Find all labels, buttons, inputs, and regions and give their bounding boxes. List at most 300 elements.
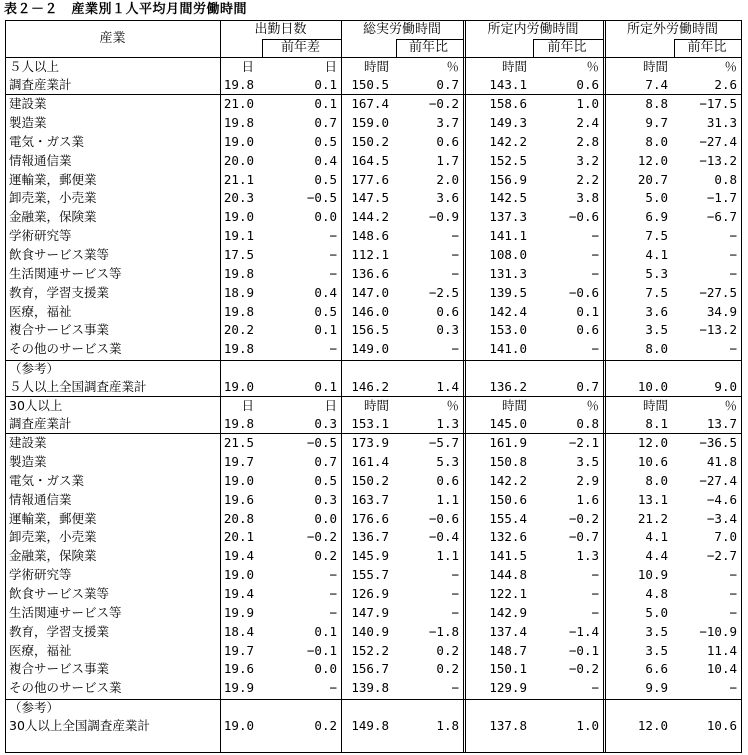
table-row-col3: 1.1	[436, 548, 459, 564]
table-row-col3: 1.1	[436, 491, 459, 507]
table-row-col0: 19.4	[223, 548, 254, 564]
table-row-col2: 156.5	[351, 322, 389, 338]
table-row-col1: 0.7	[314, 115, 337, 131]
reference-row-col4: 137.8	[489, 717, 527, 733]
section-title: 30人以上	[9, 398, 63, 413]
table-row-col5: −0.6	[568, 284, 599, 300]
table-row-col5: 3.5	[576, 454, 599, 470]
header-days: 出勤日数	[254, 22, 307, 37]
table-row-col4: 139.5	[489, 284, 527, 300]
table-row-col0: 19.8	[223, 115, 254, 131]
table-border-left	[5, 20, 6, 753]
table-row-col4: 155.4	[489, 510, 527, 526]
total-row-col0: 19.8	[223, 415, 254, 431]
header-diff_prev_year: 前年差	[280, 40, 320, 55]
table-row-col6: 7.5	[645, 284, 668, 300]
table-row-col4: 141.0	[489, 341, 527, 357]
table-row-col6: 3.5	[645, 322, 668, 338]
table-row-col0: 19.4	[223, 586, 254, 601]
table-row-col2: 136.6	[351, 265, 389, 281]
table-row-label: 建設業	[9, 435, 47, 451]
table-row-col3: 0.6	[436, 133, 459, 149]
unit-label: 時間	[363, 398, 389, 413]
table-row-col3: −	[451, 680, 459, 696]
table-title: 表２－２ 産業別１人平均月間労働時間	[4, 2, 248, 17]
total-row-col3: 1.3	[436, 415, 459, 431]
table-row-col1: −0.1	[306, 642, 337, 658]
table-row-col1: −	[329, 604, 337, 620]
unit-label: 時間	[363, 59, 389, 74]
table-row-col0: 19.7	[223, 454, 254, 470]
table-row-col4: 129.9	[489, 680, 527, 696]
table-row-col2: 148.6	[351, 228, 389, 244]
table-row-col6: 9.7	[645, 115, 668, 131]
column-divider	[463, 20, 464, 753]
reference-row-col0: 19.0	[223, 717, 254, 733]
table-row-col7: −	[729, 265, 737, 281]
table-row-col1: 0.5	[314, 133, 337, 149]
table-row-col7: −	[729, 341, 737, 357]
table-row-col5: 0.1	[576, 303, 599, 319]
table-row-col6: 3.5	[645, 623, 668, 639]
unit-label: 時間	[501, 59, 527, 74]
table-row-col5: 1.6	[576, 491, 599, 507]
table-row-col3: −5.7	[428, 435, 459, 451]
unit-label: 時間	[501, 398, 527, 413]
table-row-label: 教育，学習支援業	[9, 284, 110, 300]
table-row-col4: 142.9	[489, 604, 527, 620]
table-row-col3: −	[451, 567, 459, 583]
table-row-col1: 0.0	[314, 510, 337, 526]
table-row-col1: −0.5	[306, 435, 337, 451]
reference-row-col7: 10.6	[706, 717, 737, 733]
table-row-col3: 0.6	[436, 472, 459, 488]
table-row-col0: 19.6	[223, 661, 254, 677]
total-row-col0: 19.8	[223, 76, 254, 92]
total-row-col4: 145.0	[489, 415, 527, 431]
reference-note: （参考）	[9, 699, 60, 715]
table-row-col3: 0.3	[436, 322, 459, 338]
header-total_hours: 総実労働時間	[362, 22, 441, 37]
table-row-label: 複合サービス事業	[9, 661, 110, 677]
table-row-col7: −4.6	[706, 491, 737, 507]
table-row-col7: 41.8	[706, 454, 737, 470]
table-row-col1: 0.0	[314, 661, 337, 677]
total-row-col4: 143.1	[489, 76, 527, 92]
total-row-col6: 8.1	[645, 415, 668, 431]
table-row-col2: 150.2	[351, 133, 389, 149]
unit-label: ％	[586, 398, 599, 413]
table-row-col4: 161.9	[489, 435, 527, 451]
reference-row-col3: 1.8	[436, 717, 459, 733]
table-row-col3: −	[451, 265, 459, 281]
table-row-col6: 21.2	[637, 510, 668, 526]
table-row-col0: 17.5	[223, 247, 254, 262]
table-row-col6: 5.3	[645, 265, 668, 281]
table-row-col6: 10.6	[637, 454, 668, 470]
total-row-col3: 0.7	[436, 76, 459, 92]
table-row-col6: 12.0	[637, 435, 668, 451]
table-row-col5: 2.2	[576, 171, 599, 187]
table-row-col7: −	[729, 586, 737, 601]
table-row-col7: −27.4	[699, 472, 737, 488]
table-row-label: 学術研究等	[9, 228, 72, 244]
table-row-col0: 19.0	[223, 472, 254, 488]
table-row-label: 運輸業，郵便業	[9, 171, 97, 187]
table-row-col2: 152.2	[351, 642, 389, 658]
reference-row-col2: 149.8	[351, 717, 389, 733]
table-row-col0: 20.1	[223, 529, 254, 545]
table-row-col2: 112.1	[351, 247, 389, 262]
table-row-col1: −0.2	[306, 529, 337, 545]
table-row-col0: 19.6	[223, 491, 254, 507]
table-row-col7: −1.7	[706, 190, 737, 206]
reference-row-col5: 1.0	[576, 717, 599, 733]
table-row-label: 教育，学習支援業	[9, 623, 110, 639]
table-row-label: 複合サービス事業	[9, 322, 110, 338]
table-row-col1: −	[329, 247, 337, 262]
table-row-col1: −	[329, 586, 337, 601]
reference-row-col1: 0.2	[314, 717, 337, 733]
reference-row-col3: 1.4	[436, 378, 459, 394]
table-row-label: 電気・ガス業	[9, 133, 85, 149]
table-row-col0: 21.1	[223, 171, 254, 187]
table-row-col5: 3.2	[576, 152, 599, 168]
table-row-col2: 167.4	[351, 96, 389, 112]
table-row-col1: 0.5	[314, 171, 337, 187]
table-row-col7: −	[729, 247, 737, 262]
table-row-col2: 155.7	[351, 567, 389, 583]
table-row-col0: 19.0	[223, 567, 254, 583]
table-row-col3: 2.0	[436, 171, 459, 187]
reference-row-col7: 9.0	[714, 378, 737, 394]
table-row-col4: 150.8	[489, 454, 527, 470]
table-row-col2: 126.9	[351, 586, 389, 601]
table-row-col0: 19.7	[223, 642, 254, 658]
table-row-col6: 10.9	[637, 567, 668, 583]
unit-label: 日	[241, 398, 254, 413]
table-row-col6: 9.9	[645, 680, 668, 696]
table-row-label: 金融業，保険業	[9, 209, 97, 225]
table-row-col4: 122.1	[489, 586, 527, 601]
table-row-col0: 19.8	[223, 341, 254, 357]
table-row-col3: 0.2	[436, 661, 459, 677]
table-row-col5: 2.9	[576, 472, 599, 488]
table-row-col2: 149.0	[351, 341, 389, 357]
unit-label: 時間	[642, 398, 668, 413]
table-row-col0: 19.0	[223, 133, 254, 149]
table-row-col1: 0.2	[314, 548, 337, 564]
table-row-col2: 140.9	[351, 623, 389, 639]
table-row-col3: −	[451, 247, 459, 262]
table-row-col5: −	[591, 265, 599, 281]
table-row-col6: 7.5	[645, 228, 668, 244]
reference-row-col0: 19.0	[223, 378, 254, 394]
table-row-col1: 0.4	[314, 152, 337, 168]
table-row-col6: 6.9	[645, 209, 668, 225]
table-row-col6: 3.5	[645, 642, 668, 658]
table-row-col6: 8.8	[645, 96, 668, 112]
table-row-col2: 147.9	[351, 604, 389, 620]
table-row-label: 生活関連サービス等	[9, 604, 122, 620]
table-row-col6: 20.7	[637, 171, 668, 187]
table-row-col3: 0.6	[436, 303, 459, 319]
table-row-col4: 150.6	[489, 491, 527, 507]
table-row-col7: −27.4	[699, 133, 737, 149]
table-row-col1: −	[329, 341, 337, 357]
table-row-col0: 19.1	[223, 228, 254, 244]
table-row-col2: 147.0	[351, 284, 389, 300]
table-row-col6: 13.1	[637, 491, 668, 507]
table-row-col4: 137.4	[489, 623, 527, 639]
table-row-col1: −	[329, 680, 337, 696]
table-row-col5: −	[591, 341, 599, 357]
table-row-col1: 0.5	[314, 303, 337, 319]
table-row-col0: 19.9	[223, 680, 254, 696]
table-row-col2: 156.7	[351, 661, 389, 677]
table-row-col3: −0.2	[428, 96, 459, 112]
table-row-col7: −13.2	[699, 322, 737, 338]
table-row-col7: −17.5	[699, 96, 737, 112]
table-row-col0: 21.5	[223, 435, 254, 451]
table-row-col4: 142.4	[489, 303, 527, 319]
table-row-col0: 21.0	[223, 96, 254, 112]
table-row-label: その他のサービス業	[9, 341, 122, 357]
table-row-col1: 0.3	[314, 491, 337, 507]
table-row-col2: 164.5	[351, 152, 389, 168]
table-row-col7: −3.4	[706, 510, 737, 526]
table-row-col0: 19.9	[223, 604, 254, 620]
table-row-col3: 0.2	[436, 642, 459, 658]
table-row-col6: 5.0	[645, 190, 668, 206]
working-hours-table	[5, 20, 742, 753]
unit-label: ％	[724, 59, 737, 74]
table-row-col7: −	[729, 228, 737, 244]
table-row-col5: −0.2	[568, 661, 599, 677]
unit-label: 時間	[642, 59, 668, 74]
table-border-bottom	[5, 752, 742, 753]
table-row-col7: 7.0	[714, 529, 737, 545]
table-row-col5: 3.8	[576, 190, 599, 206]
table-row-col2: 159.0	[351, 115, 389, 131]
table-row-label: 卸売業，小売業	[9, 529, 97, 545]
table-row-col3: −0.9	[428, 209, 459, 225]
table-row-label: 卸売業，小売業	[9, 190, 97, 206]
table-row-col5: 0.6	[576, 322, 599, 338]
table-row-col5: 1.0	[576, 96, 599, 112]
table-row-col4: 153.0	[489, 322, 527, 338]
table-row-col4: 150.1	[489, 661, 527, 677]
table-row-col6: 8.0	[645, 341, 668, 357]
table-row-col0: 18.9	[223, 284, 254, 300]
total-row-col1: 0.1	[314, 76, 337, 92]
table-row-label: 医療，福祉	[9, 642, 72, 658]
reference-row-col6: 12.0	[637, 717, 668, 733]
table-row-col2: 177.6	[351, 171, 389, 187]
table-row-col2: 139.8	[351, 680, 389, 696]
table-row-col7: −13.2	[699, 152, 737, 168]
table-row-col0: 20.3	[223, 190, 254, 206]
table-row-label: 電気・ガス業	[9, 472, 85, 488]
table-row-col6: 4.8	[645, 586, 668, 601]
total-row-col7: 13.7	[706, 415, 737, 431]
table-row-col6: 8.0	[645, 133, 668, 149]
table-row-col2: 173.9	[351, 435, 389, 451]
table-row-col5: −	[591, 586, 599, 601]
table-row-col7: −	[729, 567, 737, 583]
table-row-col5: −2.1	[568, 435, 599, 451]
table-row-col4: 132.6	[489, 529, 527, 545]
unit-label: 日	[241, 59, 254, 74]
header-overtime_hours: 所定外労働時間	[626, 22, 718, 37]
table-row-col6: 8.0	[645, 472, 668, 488]
table-row-col7: −27.5	[699, 284, 737, 300]
table-row-label: 生活関連サービス等	[9, 265, 122, 281]
table-row-col7: 0.8	[714, 171, 737, 187]
table-row-col3: −0.4	[428, 529, 459, 545]
table-row-col1: −0.5	[306, 190, 337, 206]
table-row-label: 金融業，保険業	[9, 548, 97, 564]
reference-row-col4: 136.2	[489, 378, 527, 394]
total-row-label: 調査産業計	[9, 76, 72, 92]
table-row-col3: −1.8	[428, 623, 459, 639]
table-row-col1: 0.4	[314, 284, 337, 300]
table-row-col2: 146.0	[351, 303, 389, 319]
table-row-label: 情報通信業	[9, 491, 72, 507]
table-row-col5: −0.2	[568, 510, 599, 526]
table-row-col4: 142.5	[489, 190, 527, 206]
table-row-col3: −	[451, 341, 459, 357]
table-row-col1: 0.1	[314, 623, 337, 639]
table-row-col4: 108.0	[489, 247, 527, 262]
table-row-col3: −2.5	[428, 284, 459, 300]
total-row-col5: 0.6	[576, 76, 599, 92]
table-row-col1: −	[329, 228, 337, 244]
table-row-col7: −10.9	[699, 623, 737, 639]
header-ratio_prev_year: 前年比	[687, 40, 727, 55]
table-row-col5: −	[591, 604, 599, 620]
total-row-col1: 0.3	[314, 415, 337, 431]
table-row-col7: −2.7	[706, 548, 737, 564]
table-row-col2: 161.4	[351, 454, 389, 470]
table-row-col2: 136.7	[351, 529, 389, 545]
table-row-col1: −	[329, 567, 337, 583]
table-row-col3: 3.7	[436, 115, 459, 131]
table-row-col1: 0.1	[314, 96, 337, 112]
table-row-col3: 1.7	[436, 152, 459, 168]
table-row-col4: 158.6	[489, 96, 527, 112]
table-row-col4: 142.2	[489, 133, 527, 149]
table-row-col0: 19.8	[223, 303, 254, 319]
table-row-col6: 4.1	[645, 529, 668, 545]
table-row-col0: 19.8	[223, 265, 254, 281]
table-border-right	[741, 20, 742, 753]
table-row-col3: −	[451, 604, 459, 620]
table-row-label: その他のサービス業	[9, 680, 122, 696]
unit-label: ％	[724, 398, 737, 413]
table-row-col4: 156.9	[489, 171, 527, 187]
table-row-col7: −	[729, 680, 737, 696]
table-row-label: 製造業	[9, 454, 47, 470]
reference-row-col6: 10.0	[637, 378, 668, 394]
table-row-col3: 5.3	[436, 454, 459, 470]
table-row-col6: 3.6	[645, 303, 668, 319]
table-row-col5: −1.4	[568, 623, 599, 639]
table-row-col5: −0.1	[568, 642, 599, 658]
unit-label: ％	[586, 59, 599, 74]
table-row-col0: 20.8	[223, 510, 254, 526]
header-industry: 産業	[99, 31, 126, 46]
section-title: ５人以上	[9, 59, 60, 74]
table-row-col5: −	[591, 567, 599, 583]
table-row-col1: 0.5	[314, 472, 337, 488]
table-row-col1: 0.1	[314, 322, 337, 338]
table-row-label: 医療，福祉	[9, 303, 72, 319]
table-row-col0: 19.0	[223, 209, 254, 225]
table-row-label: 情報通信業	[9, 152, 72, 168]
table-row-col3: −	[451, 228, 459, 244]
table-row-col4: 141.5	[489, 548, 527, 564]
table-row-col1: 0.7	[314, 454, 337, 470]
table-row-col5: −	[591, 247, 599, 262]
table-row-col2: 150.2	[351, 472, 389, 488]
table-row-col7: −	[729, 604, 737, 620]
table-row-col0: 18.4	[223, 623, 254, 639]
table-row-col7: 34.9	[706, 303, 737, 319]
table-row-col3: 3.6	[436, 190, 459, 206]
table-row-col2: 145.9	[351, 548, 389, 564]
total-row-col5: 0.8	[576, 415, 599, 431]
total-row-col6: 7.4	[645, 76, 668, 92]
table-row-col0: 20.2	[223, 322, 254, 338]
table-row-label: 学術研究等	[9, 567, 72, 583]
table-row-col3: −	[451, 586, 459, 601]
table-row-col0: 20.0	[223, 152, 254, 168]
table-row-col4: 131.3	[489, 265, 527, 281]
table-row-col2: 176.6	[351, 510, 389, 526]
table-row-col5: 2.8	[576, 133, 599, 149]
total-row-col2: 150.5	[351, 76, 389, 92]
table-row-col5: −0.7	[568, 529, 599, 545]
table-row-col4: 141.1	[489, 228, 527, 244]
table-row-col2: 163.7	[351, 491, 389, 507]
table-row-col6: 4.4	[645, 548, 668, 564]
table-row-col7: −36.5	[699, 435, 737, 451]
table-row-col4: 137.3	[489, 209, 527, 225]
table-row-col5: −0.6	[568, 209, 599, 225]
reference-row-col1: 0.1	[314, 378, 337, 394]
table-row-col6: 5.0	[645, 604, 668, 620]
table-row-col6: 4.1	[645, 247, 668, 262]
table-row-col3: −0.6	[428, 510, 459, 526]
column-divider	[603, 20, 604, 753]
table-row-label: 運輸業，郵便業	[9, 510, 97, 526]
table-row-col5: 2.4	[576, 115, 599, 131]
table-row-col6: 12.0	[637, 152, 668, 168]
table-row-col4: 142.2	[489, 472, 527, 488]
table-row-col5: −	[591, 680, 599, 696]
table-row-col4: 152.5	[489, 152, 527, 168]
table-row-col7: −6.7	[706, 209, 737, 225]
reference-row-label: ５人以上全国調査産業計	[9, 378, 147, 394]
table-row-col7: 11.4	[706, 642, 737, 658]
reference-row-col2: 146.2	[351, 378, 389, 394]
table-row-col5: −	[591, 228, 599, 244]
reference-row-col5: 0.7	[576, 378, 599, 394]
table-row-col2: 144.2	[351, 209, 389, 225]
unit-label: 日	[324, 398, 337, 413]
reference-row-label: 30人以上全国調査産業計	[9, 717, 150, 733]
